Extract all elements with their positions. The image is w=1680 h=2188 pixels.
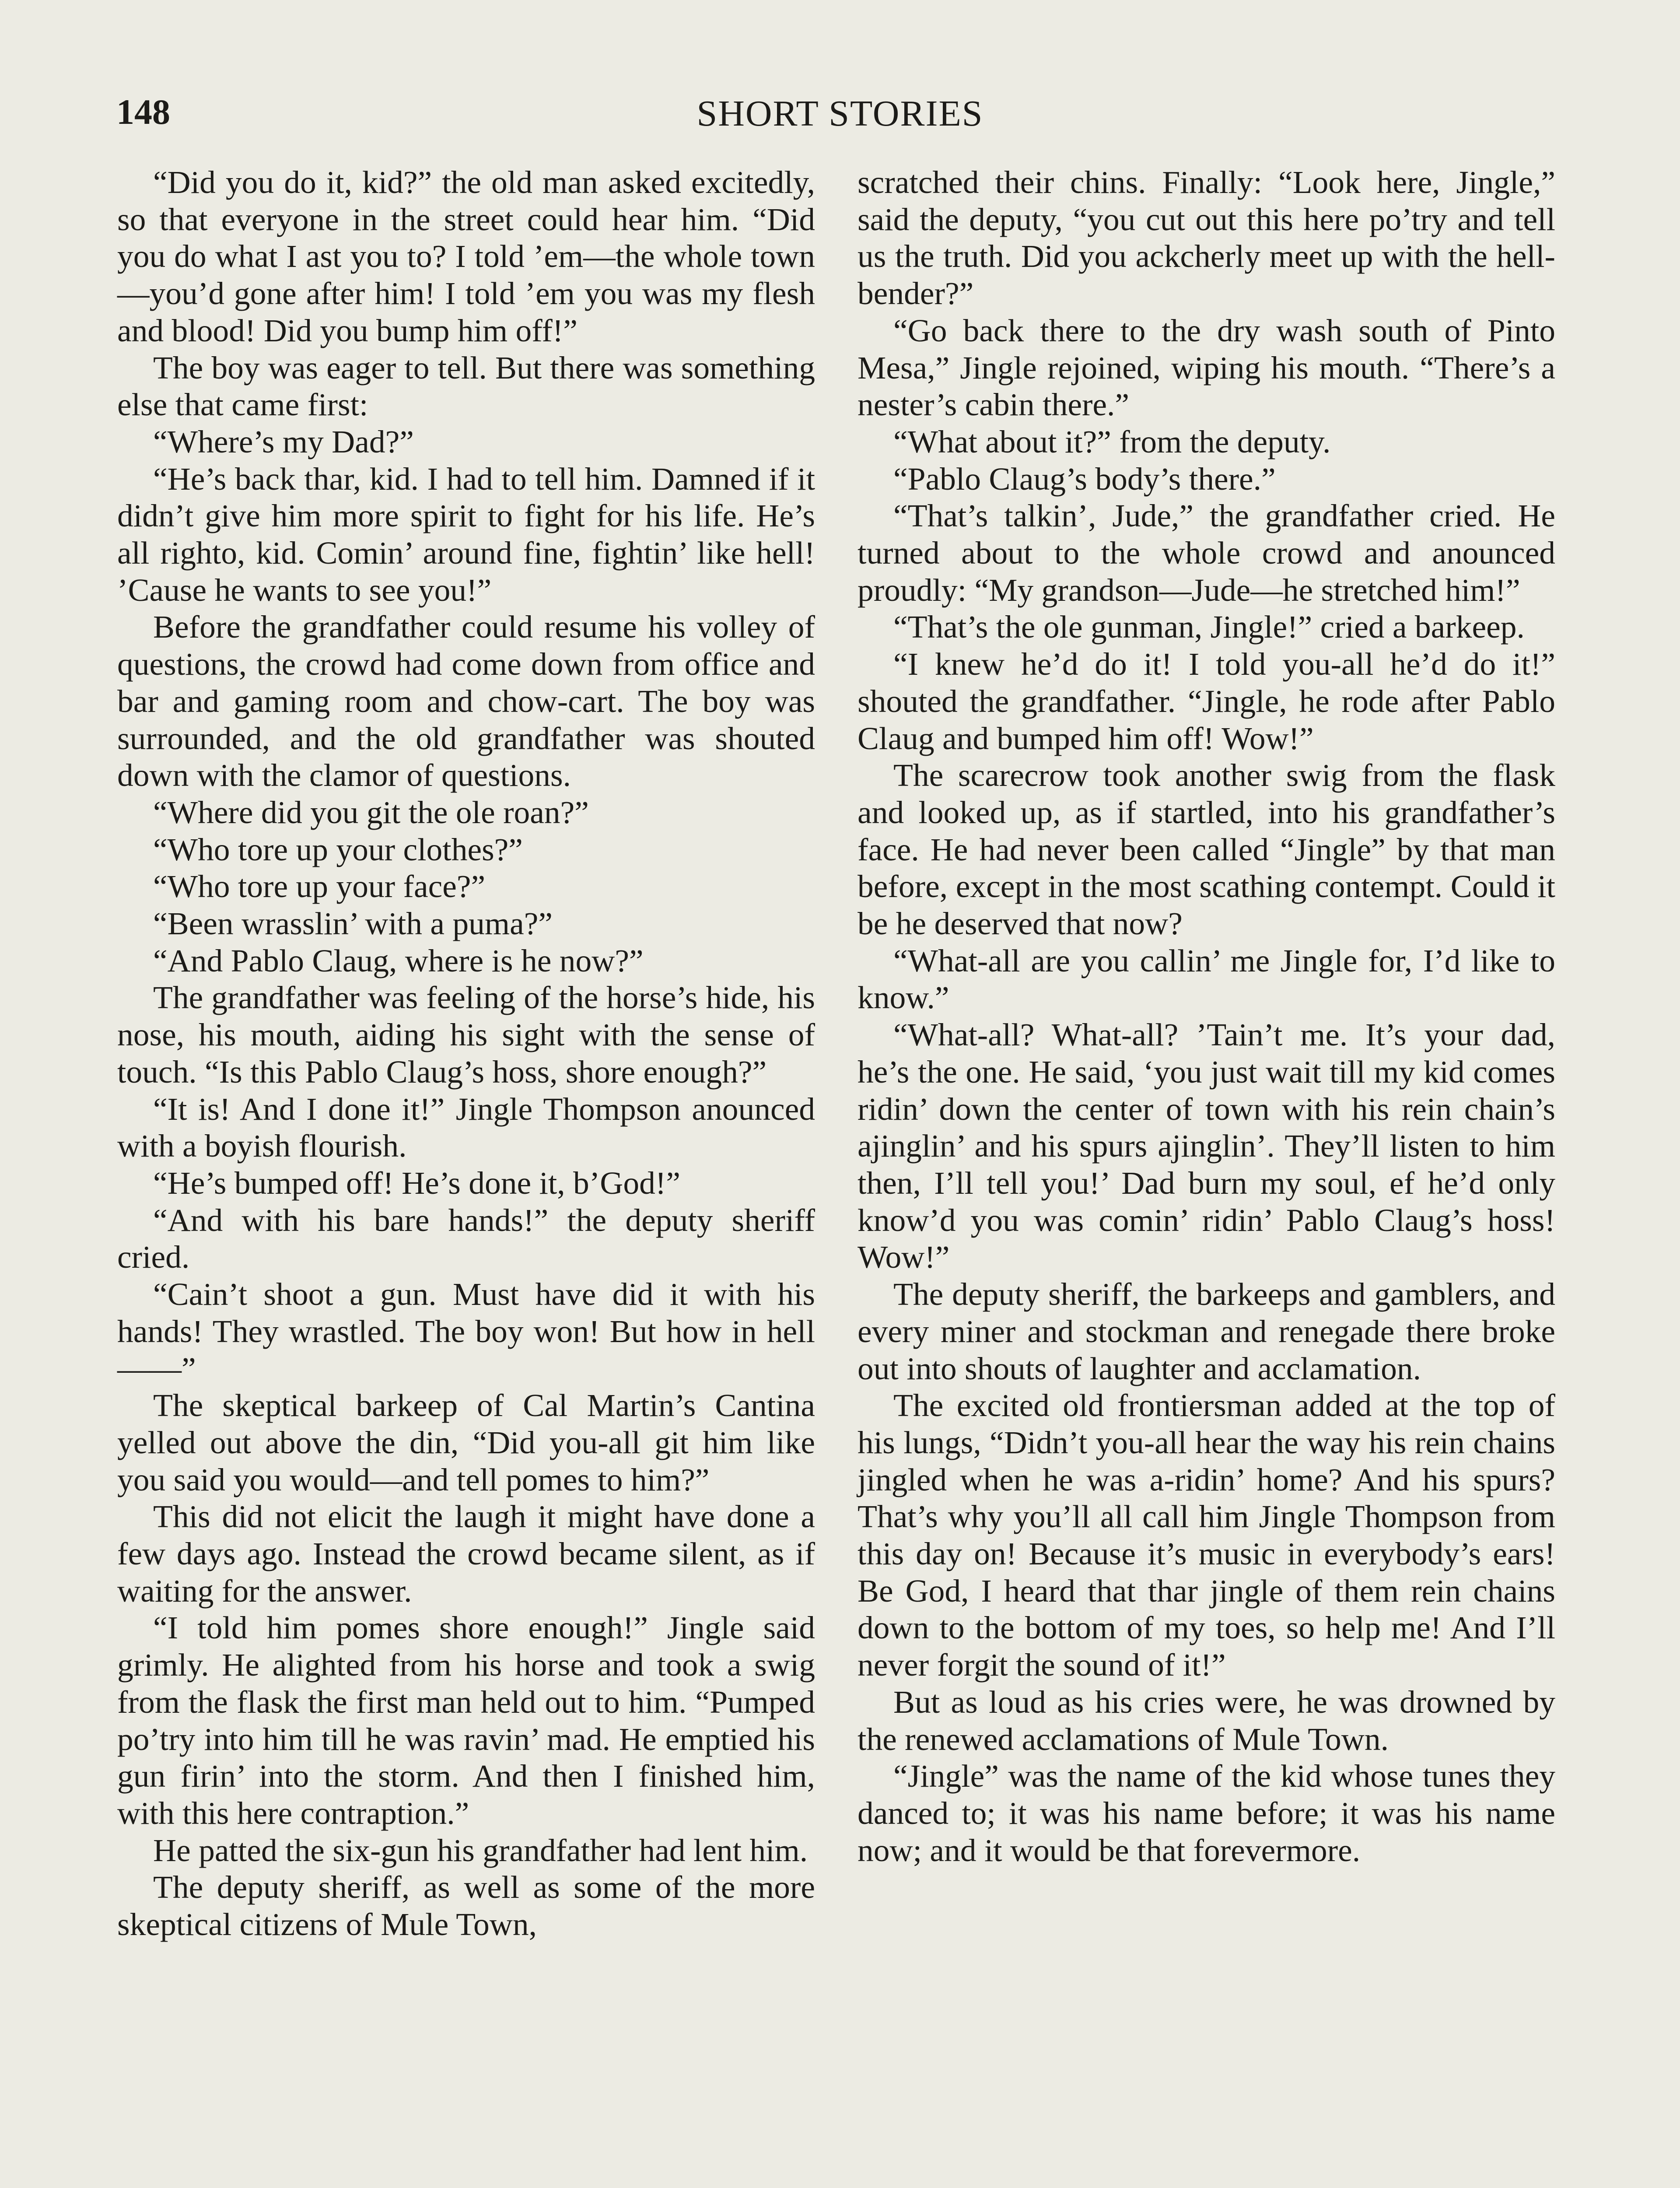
paragraph: But as loud as his cries were, he was drowned by the renewed acclamations of Mule Town. (858, 1684, 1555, 1757)
paragraph: The scarecrow took another swig from the flask and looked up, as if startled, into his grandfather’s face. He had never been called “Jingle” by that man before, except in the most scathing contempt. Could it be he deserved that now? (858, 757, 1555, 942)
paragraph: “It is! And I done it!” Jingle Thompson anounced with a boyish flourish. (117, 1091, 815, 1164)
paragraph: “What about it?” from the deputy. (893, 424, 1331, 459)
paragraph: The excited old frontiersman added at the top of his lungs, “Didn’t you-all hear the way his rein chains jingled when he was a-ridin’ home? And his spurs? That’s why you’ll all call him Jingle Thompson from this day on! Because it’s music in everybody’s ears! Be God, I heard that thar jingle of them rein chains down to the bottom of my toes, so help me! And I’ll never forgit the sound of it!” (858, 1388, 1555, 1683)
paragraph: “Cain’t shoot a gun. Must have did it with his hands! They wrastled. The boy won! But how in hell——” (117, 1276, 815, 1386)
paragraph: The skeptical barkeep of Cal Martin’s Cantina yelled out above the din, “Did you-all git him like you said you would—and tell pomes to him?” (117, 1388, 815, 1497)
paragraph: This did not elicit the laugh it might have done a few days ago. Instead the crowd became silent, as if waiting for the answer. (117, 1499, 815, 1609)
paragraph: “Where’s my Dad?” (153, 424, 414, 459)
paragraph: “That’s talkin’, Jude,” the grandfather cried. He turned about to the whole crowd and anounced proudly: “My grandson—Jude—he stretched him!” (858, 498, 1555, 608)
paragraph: The deputy sheriff, the barkeeps and gamblers, and every miner and stockman and renegade there broke out into shouts of laughter and acclamation. (858, 1276, 1555, 1386)
running-title: SHORT STORIES (696, 93, 984, 134)
paragraph: “He’s bumped off! He’s done it, b’God!” (153, 1165, 680, 1201)
paragraph: “And Pablo Claug, where is he now?” (153, 943, 644, 978)
paragraph: “And with his bare hands!” the deputy sheriff cried. (117, 1202, 815, 1275)
paragraph: The boy was eager to tell. But there was something else that came first: (117, 350, 815, 423)
paragraph: The deputy sheriff, as well as some of the more skeptical citizens of Mule Town, (117, 1869, 815, 1943)
paragraph: “I told him pomes shore enough!” Jingle said grimly. He alighted from his horse and took a swig from the flask the first man held out to him. “Pumped po’try into him till he was ravin’ mad. He emptied his gun firin’ into the storm. And then I finished him, with this here contraption.” (117, 1610, 815, 1831)
paragraph: “Where did you git the ole roan?” (153, 794, 589, 830)
paragraph: “What-all are you callin’ me Jingle for, I’d like to know.” (858, 943, 1555, 1016)
paragraph: “Jingle” was the name of the kid whose tunes they danced to; it was his name before; it was his name now; and it would be that forevermore. (858, 1758, 1555, 1868)
paragraph: “Who tore up your clothes?” (153, 831, 523, 867)
paragraph: The grandfather was feeling of the horse’s hide, his nose, his mouth, aiding his sight with the sense of touch. “Is this Pablo Claug’s hoss, shore enough?” (117, 980, 815, 1090)
left-column (117, 164, 815, 1943)
paragraph: “What-all? What-all? ’Tain’t me. It’s your dad, he’s the one. He said, ‘you just wait till my kid comes ridin’ down the center of town with his rein chain’s ajinglin’ and his spurs ajinglin’. They’ll listen to him then, I’ll tell you!’ Dad burn my soul, ef he’d only know’d you was comin’ ridin’ Pablo Claug’s hoss! Wow!” (858, 1017, 1555, 1275)
paragraph: He patted the six-gun his grandfather had lent him. (153, 1832, 808, 1868)
paragraph: “Go back there to the dry wash south of Pinto Mesa,” Jingle rejoined, wiping his mouth. “There’s a nester’s cabin there.” (858, 312, 1555, 423)
page-number: 148 (116, 92, 170, 132)
paragraph-continued: scratched their chins. Finally: “Look here, Jingle,” said the deputy, “you cut out this here po’try and tell us the truth. Did you ackcherly meet up with the hell-bender?” (858, 165, 1555, 312)
paragraph: Before the grandfather could resume his volley of questions, the crowd had come down from office and bar and gaming room and chow-cart. The boy was surrounded, and the old grandfather was shouted down with the clamor of questions. (117, 609, 815, 793)
paragraph: “That’s the ole gunman, Jingle!” cried a barkeep. (893, 609, 1525, 645)
paragraph: “Pablo Claug’s body’s there.” (893, 461, 1276, 497)
paragraph: “Been wrasslin’ with a puma?” (153, 906, 553, 942)
paragraph: “I knew he’d do it! I told you-all he’d do it!” shouted the grandfather. “Jingle, he rode after Pablo Claug and bumped him off! Wow!” (858, 646, 1555, 756)
paragraph: “Who tore up your face?” (153, 869, 486, 905)
paragraph: “Did you do it, kid?” the old man asked excitedly, so that everyone in the street could hear him. “Did you do what I ast you to? I told ’em—the whole town—you’d gone after him! I told ’em you was my flesh and blood! Did you bump him off!” (117, 165, 815, 348)
right-column (858, 164, 1555, 1869)
paragraph: “He’s back thar, kid. I had to tell him. Damned if it didn’t give him more spirit to fight for his life. He’s all righto, kid. Comin’ around fine, fightin’ like hell! ’Cause he wants to see you!” (117, 461, 815, 608)
